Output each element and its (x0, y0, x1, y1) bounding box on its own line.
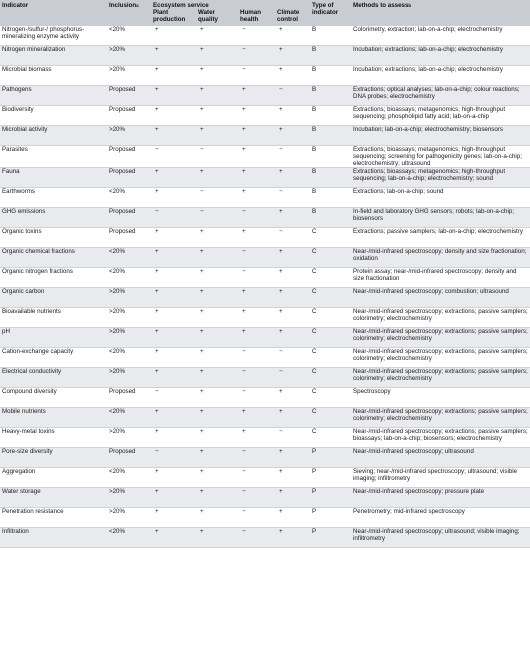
table-row (0, 105, 530, 125)
water-quality-cell: + (196, 228, 238, 248)
table-row (0, 348, 530, 368)
methods-cell: Extractions; bioassays; metagenomics; high-throughput sequencing; lab-on-a-chip; electrochemistry; sound (351, 168, 530, 188)
header-methods: Methods to assess$^b$ (351, 0, 530, 26)
type-cell: C (310, 428, 351, 448)
methods-cell: Spectroscopy (351, 388, 530, 408)
plant-production-cell: + (151, 85, 196, 105)
climate-control-cell: + (275, 65, 310, 85)
water-quality-cell: + (196, 408, 238, 428)
inclusion-cell: >20% (107, 308, 151, 328)
inclusion-cell: Proposed (107, 448, 151, 468)
table-row (0, 528, 530, 548)
climate-control-cell: − (275, 85, 310, 105)
type-cell: B (310, 125, 351, 145)
table-row (0, 248, 530, 268)
water-quality-cell: + (196, 168, 238, 188)
inclusion-cell: >20% (107, 488, 151, 508)
type-cell: B (310, 168, 351, 188)
human-health-cell: − (238, 45, 275, 65)
inclusion-cell: <20% (107, 188, 151, 208)
climate-control-cell: − (275, 145, 310, 168)
plant-production-cell: − (151, 145, 196, 168)
plant-production-cell: + (151, 45, 196, 65)
plant-production-cell: + (151, 228, 196, 248)
methods-cell: Incubation; extractions; lab-on-a-chip; electrochemistry (351, 65, 530, 85)
human-health-cell: + (238, 428, 275, 448)
water-quality-cell: − (196, 188, 238, 208)
table-row (0, 188, 530, 208)
methods-cell: Near-/mid-infrared spectroscopy; extractions; passive samplers; colorimetry; electrochemistry (351, 348, 530, 368)
header-type: Type of indicator (310, 0, 351, 26)
water-quality-cell: + (196, 288, 238, 308)
plant-production-cell: − (151, 448, 196, 468)
indicator-cell: Water storage (0, 488, 107, 508)
type-cell: P (310, 508, 351, 528)
table-row (0, 268, 530, 288)
inclusion-cell: >20% (107, 125, 151, 145)
methods-cell: Incubation; lab-on-a-chip; electrochemistry; biosensors (351, 125, 530, 145)
plant-production-cell: + (151, 408, 196, 428)
header-ecosystem-service: Ecosystem service (151, 0, 310, 9)
methods-cell: Near-/mid-infrared spectroscopy; extractions; passive samplers; colorimetry; electrochemistry (351, 368, 530, 388)
climate-control-cell: + (275, 105, 310, 125)
indicator-cell: Biodiversity (0, 105, 107, 125)
type-cell: C (310, 408, 351, 428)
inclusion-cell: >20% (107, 328, 151, 348)
methods-cell: Extractions; bioassays; metagenomics; high-throughput sequencing; screening for pathogenicity genes; lab-on-a-chip; electrochemistry; ultrasound (351, 145, 530, 168)
methods-cell: Extractions; passive samplers; lab-on-a-chip; electrochemistry (351, 228, 530, 248)
climate-control-cell: + (275, 528, 310, 548)
indicator-cell: Bioavailable nutrients (0, 308, 107, 328)
table-row (0, 125, 530, 145)
indicator-cell: Parasites (0, 145, 107, 168)
methods-cell: Near-/mid-infrared spectroscopy; extractions; passive samplers; colorimetry; electrochemistry (351, 328, 530, 348)
indicator-cell: Earthworms (0, 188, 107, 208)
indicator-cell: Cation-exchange capacity (0, 348, 107, 368)
inclusion-cell: >20% (107, 288, 151, 308)
type-cell: P (310, 528, 351, 548)
climate-control-cell: − (275, 428, 310, 448)
type-cell: B (310, 45, 351, 65)
inclusion-cell: >20% (107, 45, 151, 65)
type-cell: B (310, 26, 351, 46)
human-health-cell: − (238, 348, 275, 368)
table-row (0, 228, 530, 248)
indicator-cell: Organic nitrogen fractions (0, 268, 107, 288)
table-row (0, 368, 530, 388)
header-inclusion: Inclusion$^a$ (107, 0, 151, 26)
indicator-cell: Pathogens (0, 85, 107, 105)
plant-production-cell: + (151, 308, 196, 328)
human-health-cell: + (238, 105, 275, 125)
methods-footnote-marker: b (408, 3, 412, 8)
climate-control-cell: + (275, 26, 310, 46)
inclusion-cell: >20% (107, 368, 151, 388)
indicator-cell: Microbial biomass (0, 65, 107, 85)
human-health-cell: − (238, 528, 275, 548)
type-cell: B (310, 145, 351, 168)
type-cell: B (310, 188, 351, 208)
climate-control-cell: − (275, 188, 310, 208)
human-health-cell: + (238, 228, 275, 248)
plant-production-cell: + (151, 168, 196, 188)
table-row (0, 328, 530, 348)
climate-control-cell: + (275, 488, 310, 508)
table-row (0, 448, 530, 468)
methods-cell: Sieving; near-/mid-infrared spectroscopy; ultrasound; visible imaging; infiltrometry (351, 468, 530, 488)
water-quality-cell: + (196, 508, 238, 528)
water-quality-cell: + (196, 468, 238, 488)
climate-control-cell: + (275, 448, 310, 468)
climate-control-cell: + (275, 468, 310, 488)
human-health-cell: − (238, 448, 275, 468)
inclusion-cell: <20% (107, 528, 151, 548)
human-health-cell: + (238, 125, 275, 145)
water-quality-cell: − (196, 208, 238, 228)
human-health-cell: + (238, 145, 275, 168)
human-health-cell: − (238, 388, 275, 408)
table-row (0, 208, 530, 228)
plant-production-cell: + (151, 268, 196, 288)
table-row (0, 145, 530, 168)
human-health-cell: + (238, 308, 275, 328)
indicator-cell: pH (0, 328, 107, 348)
methods-cell: Near-/mid-infrared spectroscopy; extractions; passive samplers; colorimetry; electrochemistry (351, 408, 530, 428)
water-quality-cell: + (196, 125, 238, 145)
human-health-cell: − (238, 368, 275, 388)
indicator-cell: Electrical conductivity (0, 368, 107, 388)
inclusion-cell: <20% (107, 268, 151, 288)
header-plant-production: Plant production (151, 9, 196, 25)
inclusion-cell: >20% (107, 428, 151, 448)
plant-production-cell: + (151, 248, 196, 268)
water-quality-cell: + (196, 368, 238, 388)
human-health-cell: − (238, 26, 275, 46)
indicator-cell: Mobile nutrients (0, 408, 107, 428)
plant-production-cell: + (151, 26, 196, 46)
type-cell: P (310, 468, 351, 488)
climate-control-cell: − (275, 228, 310, 248)
climate-control-cell: + (275, 388, 310, 408)
table-row (0, 488, 530, 508)
plant-production-cell: + (151, 508, 196, 528)
human-health-cell: + (238, 408, 275, 428)
table-row (0, 45, 530, 65)
methods-cell: In-field and laboratory GHG sensors; robots; lab-on-a-chip; biosensors (351, 208, 530, 228)
plant-production-cell: + (151, 348, 196, 368)
methods-cell: Colorimetry, extraction; lab-on-a-chip; electrochemistry (351, 26, 530, 46)
inclusion-cell: <20% (107, 26, 151, 46)
type-cell: B (310, 65, 351, 85)
inclusion-cell: Proposed (107, 228, 151, 248)
methods-cell: Near-/mid-infrared spectroscopy; combustion; ultrasound (351, 288, 530, 308)
water-quality-cell: + (196, 488, 238, 508)
climate-control-cell: + (275, 45, 310, 65)
inclusion-cell: Proposed (107, 208, 151, 228)
plant-production-cell: + (151, 528, 196, 548)
water-quality-cell: + (196, 328, 238, 348)
climate-control-cell: + (275, 288, 310, 308)
climate-control-cell: + (275, 408, 310, 428)
type-cell: B (310, 208, 351, 228)
methods-cell: Near-/mid-infrared spectroscopy; density and size fractionation; oxidation (351, 248, 530, 268)
indicator-cell: Fauna (0, 168, 107, 188)
human-health-cell: + (238, 85, 275, 105)
human-health-cell: − (238, 508, 275, 528)
water-quality-cell: + (196, 268, 238, 288)
human-health-cell: − (238, 468, 275, 488)
plant-production-cell: − (151, 388, 196, 408)
water-quality-cell: + (196, 26, 238, 46)
climate-control-cell: + (275, 168, 310, 188)
water-quality-cell: + (196, 428, 238, 448)
climate-control-cell: + (275, 308, 310, 328)
water-quality-cell: + (196, 448, 238, 468)
climate-control-cell: + (275, 208, 310, 228)
header-human-health: Human health (238, 9, 275, 25)
methods-cell: Near-/mid-infrared spectroscopy; extractions; passive samplers; bioassays; lab-on-a-chip; biosensors; electrochemistry (351, 428, 530, 448)
water-quality-cell: + (196, 248, 238, 268)
type-cell: C (310, 368, 351, 388)
methods-cell: Extractions; lab-on-a-chip; sound (351, 188, 530, 208)
human-health-cell: − (238, 65, 275, 85)
plant-production-cell: + (151, 105, 196, 125)
inclusion-cell: <20% (107, 248, 151, 268)
type-cell: C (310, 328, 351, 348)
methods-cell: Penetrometry; mid-infrared spectroscopy (351, 508, 530, 528)
indicator-cell: GHG emissions (0, 208, 107, 228)
table-row (0, 26, 530, 46)
human-health-cell: + (238, 288, 275, 308)
water-quality-cell: + (196, 65, 238, 85)
table-row (0, 468, 530, 488)
human-health-cell: − (238, 248, 275, 268)
table-row (0, 65, 530, 85)
inclusion-cell: <20% (107, 348, 151, 368)
table-row (0, 508, 530, 528)
plant-production-cell: + (151, 488, 196, 508)
climate-control-cell: + (275, 508, 310, 528)
plant-production-cell: + (151, 468, 196, 488)
plant-production-cell: + (151, 328, 196, 348)
header-indicator: Indicator (0, 0, 107, 26)
indicator-cell: Organic carbon (0, 288, 107, 308)
inclusion-cell: Proposed (107, 85, 151, 105)
indicator-cell: Infiltration (0, 528, 107, 548)
plant-production-cell: + (151, 288, 196, 308)
methods-cell: Near-/mid-infrared spectroscopy; ultrasound; visible imaging; infiltrometry (351, 528, 530, 548)
human-health-cell: + (238, 188, 275, 208)
indicator-cell: Nitrogen-/sulfur-/ phosphorus-mineralizing enzyme activity (0, 26, 107, 46)
indicator-cell: Organic toxins (0, 228, 107, 248)
water-quality-cell: + (196, 388, 238, 408)
plant-production-cell: + (151, 428, 196, 448)
type-cell: P (310, 488, 351, 508)
methods-cell: Extractions; optical analyses; lab-on-a-chip; colour reactions; DNA probes; electrochemistry (351, 85, 530, 105)
plant-production-cell: + (151, 65, 196, 85)
type-cell: C (310, 308, 351, 328)
plant-production-cell: + (151, 188, 196, 208)
water-quality-cell: + (196, 85, 238, 105)
inclusion-cell: Proposed (107, 388, 151, 408)
inclusion-cell: <20% (107, 408, 151, 428)
table-row (0, 428, 530, 448)
methods-cell: Near-/mid-infrared spectroscopy; pressure plate (351, 488, 530, 508)
table-body (0, 26, 530, 548)
human-health-cell: − (238, 268, 275, 288)
climate-control-cell: + (275, 328, 310, 348)
type-cell: C (310, 388, 351, 408)
water-quality-cell: + (196, 308, 238, 328)
water-quality-cell: − (196, 145, 238, 168)
indicator-cell: Compound diversity (0, 388, 107, 408)
table-row (0, 168, 530, 188)
type-cell: B (310, 85, 351, 105)
inclusion-cell: >20% (107, 65, 151, 85)
type-cell: C (310, 288, 351, 308)
plant-production-cell: + (151, 125, 196, 145)
indicator-cell: Penetration resistance (0, 508, 107, 528)
methods-cell: Extractions; bioassays; metagenomics; high-throughput sequencing; phospholipid fatty acid; lab-on-a-chip (351, 105, 530, 125)
water-quality-cell: + (196, 348, 238, 368)
header-water-quality: Water quality (196, 9, 238, 25)
human-health-cell: − (238, 488, 275, 508)
type-cell: C (310, 248, 351, 268)
table-row (0, 288, 530, 308)
water-quality-cell: + (196, 528, 238, 548)
human-health-cell: + (238, 328, 275, 348)
human-health-cell: + (238, 168, 275, 188)
table-header (0, 0, 530, 26)
indicator-cell: Heavy-metal toxins (0, 428, 107, 448)
inclusion-cell: >20% (107, 508, 151, 528)
indicator-cell: Pore-size diversity (0, 448, 107, 468)
type-cell: B (310, 105, 351, 125)
table-row (0, 308, 530, 328)
indicator-cell: Nitrogen mineralization (0, 45, 107, 65)
type-cell: C (310, 268, 351, 288)
type-cell: C (310, 228, 351, 248)
type-cell: P (310, 448, 351, 468)
table-row (0, 85, 530, 105)
methods-cell: Near-/mid-infrared spectroscopy; ultrasound (351, 448, 530, 468)
methods-cell: Near-/mid-infrared spectroscopy; extractions; passive samplers; colorimetry; electrochemistry (351, 308, 530, 328)
climate-control-cell: − (275, 368, 310, 388)
climate-control-cell: + (275, 268, 310, 288)
climate-control-cell: + (275, 125, 310, 145)
inclusion-cell: <20% (107, 468, 151, 488)
header-climate-control: Climate control (275, 9, 310, 25)
water-quality-cell: + (196, 45, 238, 65)
table-row (0, 408, 530, 428)
human-health-cell: − (238, 208, 275, 228)
table-row (0, 388, 530, 408)
methods-cell: Protein assay; near-/mid-infrared spectroscopy; density and size fractionation (351, 268, 530, 288)
indicator-cell: Organic chemical fractions (0, 248, 107, 268)
inclusion-cell: Proposed (107, 168, 151, 188)
methods-cell: Incubation; extractions; lab-on-a-chip; electrochemistry (351, 45, 530, 65)
indicator-cell: Aggregation (0, 468, 107, 488)
water-quality-cell: + (196, 105, 238, 125)
type-cell: C (310, 348, 351, 368)
climate-control-cell: − (275, 348, 310, 368)
indicator-cell: Microbial activity (0, 125, 107, 145)
plant-production-cell: + (151, 368, 196, 388)
plant-production-cell: − (151, 208, 196, 228)
inclusion-cell: Proposed (107, 145, 151, 168)
inclusion-cell: Proposed (107, 105, 151, 125)
inclusion-footnote-marker: a (136, 3, 139, 8)
climate-control-cell: + (275, 248, 310, 268)
